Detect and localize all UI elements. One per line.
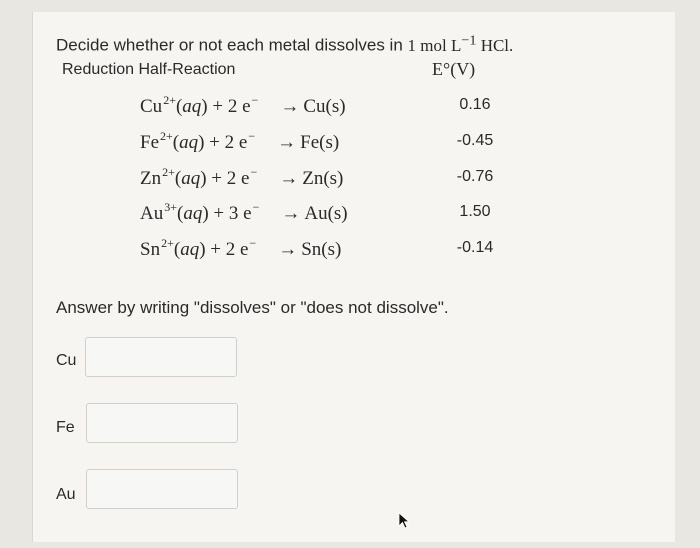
reaction-row-sn xyxy=(0,236,700,272)
question-text: Decide whether or not each metal dissolves in 1 mol $L^{-1}$ HCl. xyxy=(56,32,514,55)
mouse-pointer-icon xyxy=(398,512,412,530)
half-reaction: $Zn^{2+}(aq) + 2$ e− → Zn(s) xyxy=(140,165,344,189)
reduction-potential: -0.14 xyxy=(456,239,494,256)
answer-input-au[interactable] xyxy=(86,469,238,509)
reaction-row-fe xyxy=(0,129,700,165)
half-reaction: $Au^{3+}(aq) + 3$ e− → Au(s) xyxy=(140,200,348,224)
arrow-icon: → xyxy=(277,132,297,153)
answer-label-fe: Fe xyxy=(56,419,75,436)
table-header-reaction: Reduction Half-Reaction xyxy=(62,61,236,78)
table-header-potential: E°(V) xyxy=(432,59,476,79)
reduction-potential: -0.76 xyxy=(456,168,494,185)
arrow-icon: → xyxy=(278,239,298,260)
half-reaction: $Fe^{2+}(aq) + 2$ e− → Fe(s) xyxy=(140,129,340,153)
reaction-row-cu xyxy=(0,93,700,129)
answer-label-au: Au xyxy=(56,486,76,503)
acid-formula: HCl. xyxy=(480,35,514,55)
answer-input-cu[interactable] xyxy=(85,337,237,377)
question-card xyxy=(32,12,675,542)
arrow-icon: → xyxy=(279,168,299,189)
reaction-row-zn xyxy=(0,165,700,201)
reduction-potential: 1.50 xyxy=(459,203,491,220)
answer-instructions: Answer by writing "dissolves" or "does not dissolve". xyxy=(56,298,449,317)
reduction-potential: 0.16 xyxy=(459,96,491,113)
answer-label-cu: Cu xyxy=(56,352,77,369)
concentration-exponent: −1 xyxy=(461,32,477,48)
concentration: 1 mol L xyxy=(407,35,462,55)
arrow-icon: → xyxy=(281,203,301,224)
reduction-potential: -0.45 xyxy=(456,132,494,149)
half-reaction: $Cu^{2+}(aq) + 2$ e− → Cu(s) xyxy=(140,93,346,117)
arrow-icon: → xyxy=(280,96,300,117)
half-reaction: $Sn^{2+}(aq) + 2$ e− → Sn(s) xyxy=(140,236,342,260)
answer-input-fe[interactable] xyxy=(86,403,238,443)
reaction-row-au xyxy=(0,200,700,236)
